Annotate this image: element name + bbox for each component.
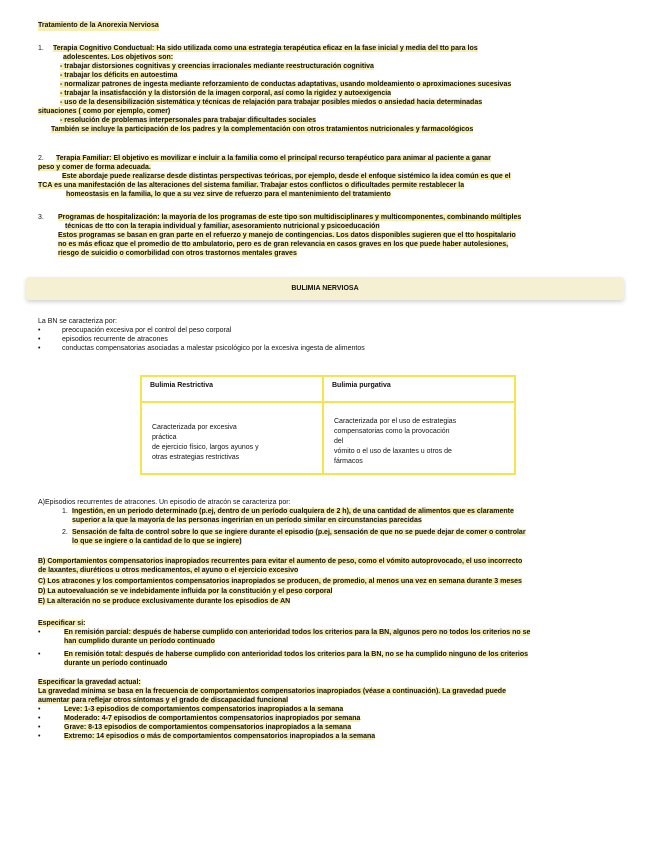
table-header: Bulimia purgativa [323,376,515,402]
bullet-icon: • [38,733,41,740]
cell-line: de ejercicio físico, largos ayunos y [152,444,259,451]
item-text: homeostasis en la familia, lo que a su vez sirve de refuerzo para el mantenimiento del tratamiento [66,191,391,198]
item-text: Este abordaje puede realizarse desde distintas perspectivas teóricas, por ejemplo, desde el enfoque sistémico la idea común es que el [62,173,511,180]
item-text: Estos programas se basan en gran parte en el refuerzo y manejo de contingencias. Los datos disponibles sugieren que el tto hospitalario [58,232,516,239]
item-text: Especificar si: [38,620,86,627]
table-header: Bulimia Restrictiva [141,376,323,402]
item-text: Extremo: 14 episodios o más de comportamientos compensatorios inapropiados a la semana [64,733,376,740]
item-text: En remisión total: después de haberse cumplido con anterioridad todos los criterios para la BN, no se ha cumplido ninguno de los criterios [64,651,529,658]
criterion-d [38,587,332,597]
item-text: técnicas de tto con la terapia individual y familiar, asesoramiento nutricional y psicoeducación [65,223,380,230]
item-text: superior a la que la mayoría de las personas ingerirían en un período similar en circunstancias parecidas [72,517,422,524]
cell-line: Caracterizada por excesiva [152,424,237,431]
item-text: B) Comportamientos compensatorios inapropiados recurrentes para evitar el aumento de peso, como el vómito autoprovocado, el uso incorrecto [38,558,523,565]
bn-bullet: conductas compensatorias asociadas a malestar psicológico por la excesiva ingesta de alimentos [62,345,365,352]
item-text: Programas de hospitalización: la mayoría de los programas de este tipo son multidisciplinares y multicomponentes, combinando múltiples [58,214,522,221]
table-cell [323,402,515,474]
bullet-icon: • [38,336,41,343]
list-number: 2. [62,529,68,536]
item-text: - trabajar la insatisfacción y la distorsión de la imagen corporal, así como la rigidez y autoexigencia [60,90,392,97]
cell-line: otras estrategias restrictivas [152,454,240,461]
item-text: han cumplido durante un período continuado [64,638,215,645]
item-text: riesgo de suicidio o comorbilidad con otros trastornos mentales graves [58,250,297,257]
bullet-icon: • [38,724,41,731]
list-number: 2. [38,155,44,162]
gravedad-item [64,732,375,742]
bullet-icon: • [38,327,41,334]
item-text: D) La autoevaluación se ve indebidamente influida por la constitución y el peso corporal [38,588,333,595]
item-text: Grave: 8-13 episodios de comportamientos compensatorios inapropiados a la semana [64,724,352,731]
cell-line: compensatorias como la provocación [334,428,450,435]
item-text: durante un período continuado [64,660,168,667]
item-text: lo que se ingiere o la cantidad de lo que se ingiere) [72,538,242,545]
bulimia-types-table [140,375,516,475]
item-text: - uso de la desensibilización sistemática y técnicas de relajación para trabajar posibles miedos o ansiedad hacia determinadas [60,99,483,106]
cell-line: vómito o el uso de laxantes u otros de [334,448,452,455]
bullet-icon: • [38,715,41,722]
item-text: La gravedad mínima se basa en la frecuencia de comportamientos compensatorios inapropiados (véase a continuación). La gravedad puede [38,688,506,695]
item-text: También se incluye la participación de los padres y la complementación con otros tratamientos nutricionales y farmacológicos [51,126,474,133]
page-title: Tratamiento de la Anorexia Nerviosa [38,22,159,29]
item-text: TCA es una manifestación de las alteraciones del sistema familiar. Trabajar estos conflictos o dificultades permite restablecer la [38,182,465,189]
item-text: aumentar para reflejar otros síntomas y el grado de discapacidad funcional [38,697,289,704]
item-text: situaciones ( como por ejemplo, comer) [38,108,171,115]
table-cell [141,402,323,474]
item-text: Terapia Cognitivo Conductual: Ha sido utilizada como una estrategia terapéutica eficaz en la fase inicial y media del tto para los [53,45,478,52]
bullet-icon: • [38,706,41,713]
item-text: E) La alteración no se produce exclusivamente durante los episodios de AN [38,598,291,605]
item-text: - trabajar distorsiones cognitivas y creencias irracionales mediante reestructuración cognitiva [60,63,374,70]
bn-heading: La BN se caracteriza por: [38,318,117,325]
item-text: C) Los atracones y los comportamientos compensatorios inapropiados se producen, de promedio, al menos una vez en semana durante 3 meses [38,578,522,585]
item-text: de laxantes, diuréticos u otros medicamentos, el ayuno o el ejercicio excesivo [38,567,299,574]
criterion-e [38,597,290,607]
bn-bullet: preocupación excesiva por el control del peso corporal [62,327,232,334]
item-text: Leve: 1-3 episodios de comportamientos compensatorios inapropiados a la semana [64,706,344,713]
criterion-c [38,577,522,587]
bullet-icon: • [38,345,41,352]
item-text: Especificar la gravedad actual: [38,679,141,686]
section-banner: BULIMIA NERVIOSA [26,277,624,300]
item-text: no es más eficaz que el promedio de tto ambulatorio, pero es de gran relevancia en casos graves en los que puede haber autolesiones, [58,241,509,248]
item-text: - normalizar patrones de ingesta mediante reforzamiento de conductas adaptativas, usando moldeamiento o aproximaciones sucesivas [60,81,512,88]
criterion-a: A)Episodios recurrentes de atracones. Un episodio de atracón se caracteriza por: [38,499,291,506]
list-number: 1. [62,508,68,515]
cell-line: fármacos [334,458,363,465]
item-text: En remisión parcial: después de haberse cumplido con anterioridad todos los criterios para la BN, algunos pero no todos los criterios no se [64,629,531,636]
bn-bullet: episodios recurrente de atracones [62,336,168,343]
item-text: Ingestión, en un periodo determinado (p.ej, dentro de un período cualquiera de 2 h), de una cantidad de alimentos que es claramente [72,508,514,515]
cell-line: del [334,438,344,445]
bullet-icon: • [38,629,41,636]
item-text: peso y comer de forma adecuada. [38,164,151,171]
list-number: 3. [38,214,44,221]
item-text: Sensación de falta de control sobre lo que se ingiere durante el episodio (p.ej, sensación de que no se puede dejar de comer o controlar [72,529,526,536]
item-text: - trabajar los déficits en autoestima [60,72,178,79]
item-text: Terapia Familiar: El objetivo es movilizar e incluir a la familia como el principal recurso terapéutico para animar al paciente a ganar [56,155,491,162]
item-text: adolescentes. Los objetivos son: [63,54,174,61]
item-text: - resolución de problemas interpersonales para trabajar dificultades sociales [60,117,316,124]
cell-line: Caracterizada por el uso de estrategias [334,418,457,425]
bullet-icon: • [38,651,41,658]
item-text: Moderado: 4-7 episodios de comportamientos compensatorios inapropiados por semana [64,715,361,722]
cell-line: práctica [152,434,177,441]
list-number: 1. [38,45,44,52]
